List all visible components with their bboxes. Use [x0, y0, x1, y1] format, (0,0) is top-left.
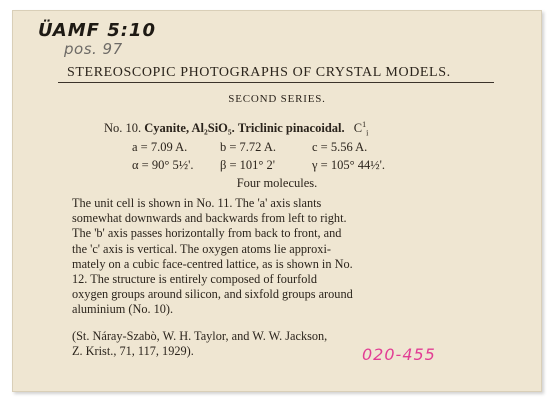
param-alpha: α = 90° 5½'. [132, 158, 194, 172]
crystal-system: Triclinic pinacoidal. [237, 121, 345, 136]
param-gamma: γ = 105° 44½'. [312, 158, 385, 172]
description-paragraph [72, 196, 492, 318]
description-line: aluminium (No. 10). [72, 302, 174, 317]
handwritten-position-note: pos. 97 [64, 40, 123, 58]
reference-line: Z. Krist., 71, 117, 1929). [72, 344, 194, 359]
param-beta: β = 101° 2' [220, 158, 276, 172]
param-a: a = 7.09 A. [132, 140, 188, 154]
description-line: somewhat downwards and backwards from left to right. [72, 211, 347, 226]
reference-line: (St. Náray-Szabò, W. H. Taylor, and W. W. Jackson, [72, 329, 328, 343]
series-label: SECOND SERIES. [228, 93, 326, 105]
description-line: 12. The structure is entirely composed of fourfold [72, 272, 317, 287]
title-rule [58, 82, 494, 83]
mineral-name: Cyanite, Al₂SiO₅. [144, 121, 235, 136]
molecule-count: Four molecules. [236, 176, 318, 190]
handwritten-catalog-number: ÜAMF 5:10 [38, 20, 156, 41]
param-b: b = 7.72 A. [220, 140, 277, 154]
card-title: STEREOSCOPIC PHOTOGRAPHS OF CRYSTAL MODELS. [67, 65, 451, 80]
description-line: the 'c' axis is vertical. The oxygen atoms lie approxi- [72, 241, 331, 256]
catalog-card [12, 10, 542, 392]
param-c: c = 5.56 A. [312, 140, 368, 154]
handwritten-pink-number: 020-455 [362, 345, 436, 364]
space-group-symbol: $C^1_i$ [353, 120, 369, 138]
description-line: mately on a cubic face-centred lattice, as is shown in No. [72, 256, 353, 271]
description-line: oxygen groups around silicon, and sixfold groups around [72, 287, 353, 302]
entry-heading [104, 120, 368, 138]
description-line: The 'b' axis passes horizontally from back to front, and [72, 226, 342, 241]
description-line: The unit cell is shown in No. 11. The 'a' axis slants [72, 196, 322, 210]
entry-number: No. 10. [104, 121, 142, 136]
